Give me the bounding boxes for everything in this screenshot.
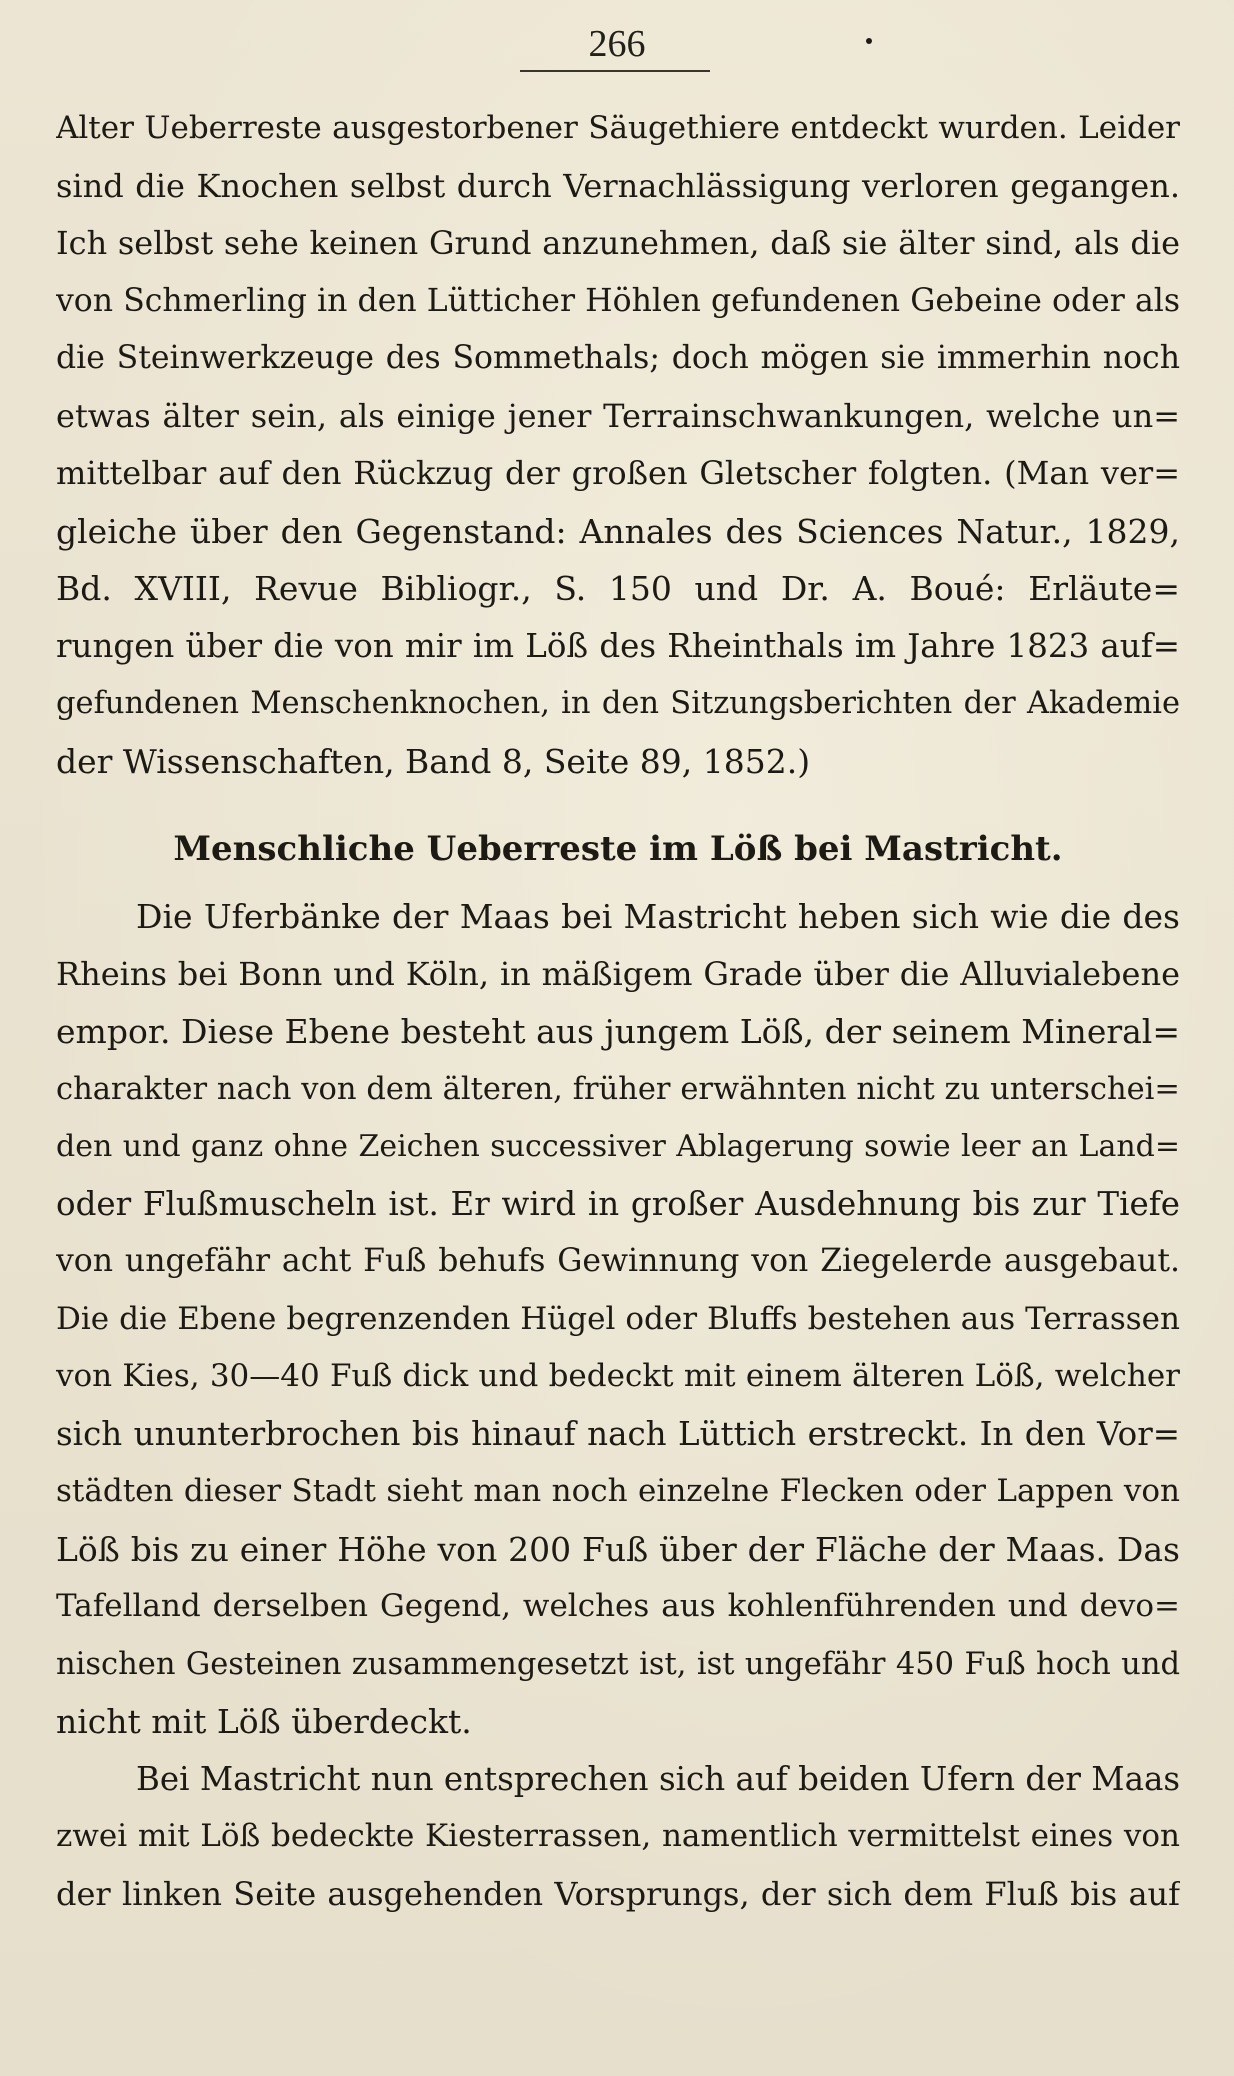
text-line: Die Uferbänke der Maas bei Mastricht heben sich wie die des xyxy=(136,897,1180,936)
text-line: sind die Knochen selbst durch Vernachlässigung verloren gegangen. xyxy=(56,166,1180,205)
text-line: nischen Gesteinen zusammengesetzt ist, ist ungefähr 450 Fuß hoch und xyxy=(56,1646,1180,1682)
text-line: zwei mit Löß bedeckte Kiesterrassen, namentlich vermittelst eines von xyxy=(56,1818,1180,1854)
text-line: Rheins bei Bonn und Köln, in mäßigem Grade über die Alluvialebene xyxy=(56,954,1180,993)
paragraph-2 xyxy=(56,888,1180,1751)
text-line: den und ganz ohne Zeichen successiver Ablagerung sowie leer an Land= xyxy=(56,1129,1180,1164)
text-line: Bei Mastricht nun entsprechen sich auf beiden Ufern der Maas xyxy=(136,1759,1180,1798)
section-heading: Menschliche Ueberreste im Löß bei Mastricht. xyxy=(173,829,1063,869)
text-line: städten dieser Stadt sieht man noch einzelne Flecken oder Lappen von xyxy=(56,1473,1180,1509)
text-line: Löß bis zu einer Höhe von 200 Fuß über der Fläche der Maas. Das xyxy=(56,1529,1180,1569)
text-line: rungen über die von mir im Löß des Rheinthals im Jahre 1823 auf= xyxy=(56,626,1180,665)
text-line: oder Flußmuscheln ist. Er wird in großer Ausdehnung bis zur Tiefe xyxy=(56,1184,1180,1223)
text-line: der linken Seite ausgehenden Vorsprungs, der sich dem Fluß bis auf xyxy=(56,1874,1180,1913)
ink-speck xyxy=(866,38,872,44)
text-line: gleiche über den Gegenstand: Annales des Sciences Natur., 1829, xyxy=(56,511,1180,551)
text-line: von Schmerling in den Lütticher Höhlen gefundenen Gebeine oder als xyxy=(56,282,1180,319)
text-line: von ungefähr acht Fuß behufs Gewinnung von Ziegelerde ausgebaut. xyxy=(56,1243,1180,1279)
text-line: etwas älter sein, als einige jener Terrainschwankungen, welche un= xyxy=(56,396,1180,435)
paragraph-3 xyxy=(56,1751,1180,1924)
text-line: Tafelland derselben Gegend, welches aus kohlenführenden und devo= xyxy=(56,1588,1180,1624)
text-line: sich ununterbrochen bis hinauf nach Lüttich erstreckt. In den Vor= xyxy=(56,1414,1180,1453)
text-line: Alter Ueberreste ausgestorbener Säugethiere entdeckt wurden. Leider xyxy=(56,110,1180,146)
text-line: der Wissenschaften, Band 8, Seite 89, 1852.) xyxy=(56,741,811,781)
text-line: Bd. XVIII, Revue Bibliogr., S. 150 und Dr. A. Boué: Erläute= xyxy=(56,569,1180,608)
body-text xyxy=(56,100,1180,1923)
text-line: gefundenen Menschenknochen, in den Sitzungsberichten der Akademie xyxy=(56,686,1180,721)
text-line: von Kies, 30—40 Fuß dick und bedeckt mit einem älteren Löß, welcher xyxy=(56,1358,1180,1394)
text-line: charakter nach von dem älteren, früher erwähnten nicht zu unterschei= xyxy=(56,1071,1180,1107)
paragraph-1 xyxy=(56,100,1180,790)
text-line: mittelbar auf den Rückzug der großen Gletscher folgten. (Man ver= xyxy=(56,454,1180,492)
section-gap xyxy=(56,790,1180,810)
text-line: nicht mit Löß überdeckt. xyxy=(56,1702,472,1741)
text-line: Ich selbst sehe keinen Grund anzunehmen, daß sie älter sind, als die xyxy=(56,224,1180,262)
header-rule xyxy=(520,70,710,72)
text-line: die Steinwerkzeuge des Sommethals; doch mögen sie immerhin noch xyxy=(56,340,1180,376)
text-line: Die die Ebene begrenzenden Hügel oder Bluffs bestehen aus Terrassen xyxy=(56,1300,1180,1337)
text-line: empor. Diese Ebene besteht aus jungem Löß, der seinem Mineral= xyxy=(56,1012,1180,1051)
page-number: 266 xyxy=(588,23,646,65)
